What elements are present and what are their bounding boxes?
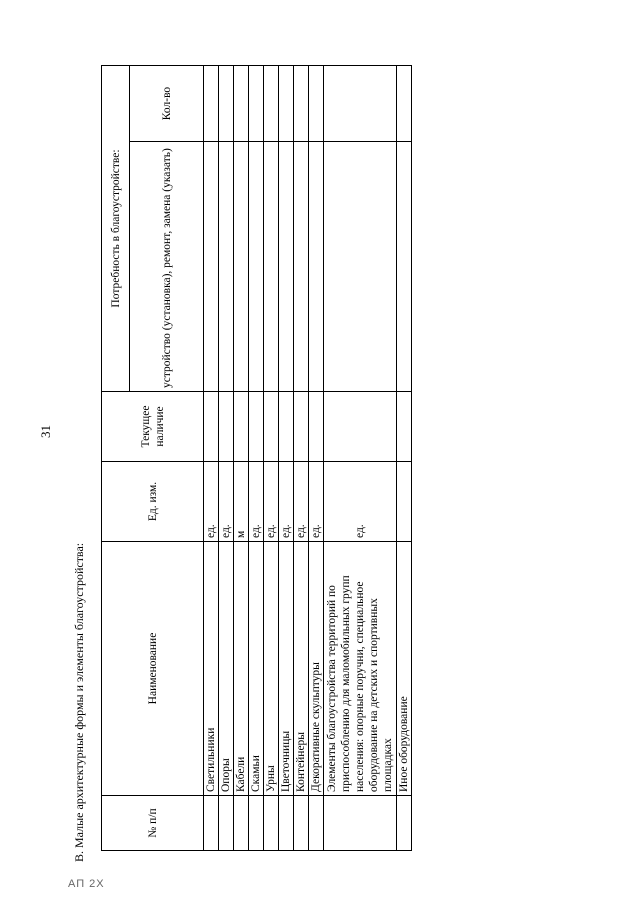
- row-current: [279, 392, 294, 462]
- row-unit: ед.: [249, 462, 264, 542]
- row-num: [234, 796, 249, 851]
- row-name: Скамьи: [249, 542, 264, 796]
- header-unit: Ед. изм.: [102, 462, 204, 542]
- row-qty: [397, 65, 412, 141]
- header-name: Наименование: [102, 542, 204, 796]
- row-unit: ед.: [294, 462, 309, 542]
- rotated-table-wrapper: [101, 66, 410, 851]
- row-qty: [264, 65, 279, 141]
- row-num: [219, 796, 234, 851]
- row-num: [294, 796, 309, 851]
- table-row: [249, 65, 264, 850]
- header-need: Потребность в благоустройстве:: [102, 65, 130, 391]
- table-row: [294, 65, 309, 850]
- row-name: Иное оборудование: [397, 542, 412, 796]
- row-num: [279, 796, 294, 851]
- row-current: [324, 392, 397, 462]
- row-unit: ед.: [264, 462, 279, 542]
- row-name: Цветочницы: [279, 542, 294, 796]
- table-row: [324, 65, 397, 850]
- row-unit: ед.: [279, 462, 294, 542]
- row-unit: ед.: [309, 462, 324, 542]
- equipment-table: [101, 65, 412, 851]
- row-action: [219, 142, 234, 392]
- row-qty: [234, 65, 249, 141]
- row-num: [249, 796, 264, 851]
- row-qty: [309, 65, 324, 141]
- row-name: Урны: [264, 542, 279, 796]
- table-row: [309, 65, 324, 850]
- row-action: [279, 142, 294, 392]
- header-need-action: устройство (установка), ремонт, замена (указать): [130, 142, 204, 392]
- header-need-qty: Кол-во: [130, 65, 204, 141]
- row-name: Элементы благоустройства территорий по приспособлению для маломобильных групп населения: опорные поручни, специальное оборудование на детских и спортивных площадках: [324, 542, 397, 796]
- row-current: [249, 392, 264, 462]
- row-name: Декоративные скульптуры: [309, 542, 324, 796]
- row-qty: [324, 65, 397, 141]
- row-unit: [397, 462, 412, 542]
- section-title: В. Малые архитектурные формы и элементы благоустройства:: [72, 542, 86, 862]
- row-unit: м: [234, 462, 249, 542]
- header-number: № п/п: [102, 796, 204, 851]
- row-qty: [219, 65, 234, 141]
- header-current: Текущее наличие: [102, 392, 204, 462]
- row-action: [264, 142, 279, 392]
- row-qty: [294, 65, 309, 141]
- row-num: [397, 796, 412, 851]
- row-current: [234, 392, 249, 462]
- row-num: [264, 796, 279, 851]
- table-row: [234, 65, 249, 850]
- row-num: [204, 796, 219, 851]
- row-num: [309, 796, 324, 851]
- row-current: [264, 392, 279, 462]
- row-name: Светильники: [204, 542, 219, 796]
- table-row: [219, 65, 234, 850]
- row-current: [397, 392, 412, 462]
- table-row: [264, 65, 279, 850]
- row-action: [397, 142, 412, 392]
- row-current: [219, 392, 234, 462]
- row-current: [309, 392, 324, 462]
- row-name: Кабели: [234, 542, 249, 796]
- footer-mark: АП 2Х: [68, 878, 105, 890]
- row-action: [324, 142, 397, 392]
- row-unit: ед.: [324, 462, 397, 542]
- table-row: [397, 65, 412, 850]
- row-qty: [204, 65, 219, 141]
- row-current: [294, 392, 309, 462]
- row-action: [204, 142, 219, 392]
- row-name: Опоры: [219, 542, 234, 796]
- row-action: [234, 142, 249, 392]
- table-row: [204, 65, 219, 850]
- row-action: [309, 142, 324, 392]
- row-unit: ед.: [219, 462, 234, 542]
- row-current: [204, 392, 219, 462]
- table-row: [279, 65, 294, 850]
- row-num: [324, 796, 397, 851]
- row-action: [294, 142, 309, 392]
- row-qty: [279, 65, 294, 141]
- row-unit: ед.: [204, 462, 219, 542]
- row-name: Контейнеры: [294, 542, 309, 796]
- row-action: [249, 142, 264, 392]
- page-number: 31: [38, 425, 53, 438]
- row-qty: [249, 65, 264, 141]
